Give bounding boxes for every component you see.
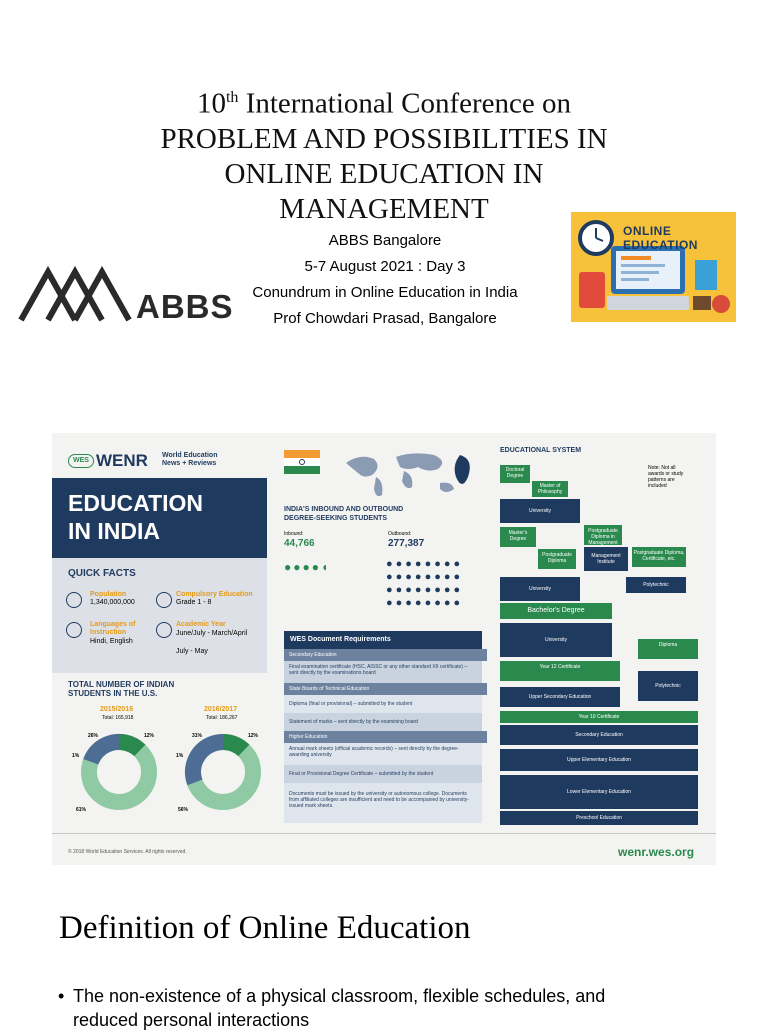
education-heading-block: EDUCATION IN INDIA xyxy=(52,478,267,558)
donut-2016-2017 xyxy=(182,731,264,813)
abbs-mountain-logo-icon xyxy=(18,262,133,324)
mobility-title: INDIA'S INBOUND AND OUTBOUND DEGREE-SEEKING STUDENTS xyxy=(284,506,404,522)
wes-document-requirements: WES Document Requirements Secondary Education Final examination certificate (HSC, AISSC or any other standard XII certificate) – sent directly by the examinations board State Boards of Technical Education Diploma (final or provisional) – submitted by the student Statement of marks – sent directly by the examining board Higher Education Annual mark sheets (official academic records) – sent directly by the degree-awarding university Final or Provisional Degree Certificate – submitted by the student Documents must be issued by the university or autonomous college. Documents from affiliated colleges are insufficient and need to be accompanied by university-issued mark sheets. xyxy=(284,631,482,823)
edu-system-note: Note: Not all awards or study patterns are included xyxy=(648,465,684,489)
event-date: 5-7 August 2021 : Day 3 xyxy=(304,258,466,275)
academic-year-icon xyxy=(156,622,172,638)
wenr-url: wenr.wes.org xyxy=(618,845,695,859)
abbs-logo-text: ABBS xyxy=(136,288,234,325)
talk-topic: Conundrum in Online Education in India xyxy=(252,284,518,301)
outbound-value: 277,387 xyxy=(388,538,425,549)
inbound-value: 44,766 xyxy=(284,538,315,549)
inbound-people-icon: ●●●●◖ xyxy=(284,560,331,574)
world-map-icon xyxy=(342,447,482,503)
section-heading: Definition of Online Education xyxy=(59,910,471,946)
speaker-name: Prof Chowdari Prasad, Bangalore xyxy=(273,310,497,327)
india-flag-icon xyxy=(284,450,320,474)
compulsory-icon xyxy=(156,592,172,608)
quick-facts-panel: QUICK FACTS Population 1,340,000,000 Compulsory Education Grade 1 - 8 Languages of Instruction Hindi, English Academic Year June/July - March/April July - May xyxy=(52,558,267,673)
education-in-india-infographic: WES WENR World Education News + Reviews EDUCATION IN INDIA QUICK FACTS Population 1,340,000,000 Compulsory Education Grade 1 - 8 Languages of Instruction Hindi, English Academic Year June/July - March/April July - May TOTAL NUMBER OF INDIAN STUDENTS IN THE U.S. 2015/2016 Total: 165,918 2016/2017 Total: 186,267 26% 12% 1% 61% 31% 12% 1% 56% INDIA'S INBOUND AND OUTBOUND DEGREE-SEEKING STUDENTS Inbound: 44,766 Outbound: 277,387 ●●●●◖ ●●●●●●●● ●●●●●●●● ●●●●●●●● ●●●●●●●● WES Document Requirements Secondary Education Final examination certificate (HSC, AISSC or any other standard XII certificate) – sent directly by the examinations board State Boards of Technical Education Diploma (final or provisional) – submitted by the student Statement of marks – sent directly by the examining board Higher Education Annual mark sheets (official academic records) – sent directly by the degree-awarding university Final or Provisional Degree Certificate – submitted by the student Documents must be issued by the university or autonomous college. Documents from affiliated colleges are insufficient and need to be accompanied by university-issued mark sheets. EDUCATIONAL SYSTEM Note: Not all awards or study patterns are included Doctoral Degree Master of Philosophy University Master's Degree Postgraduate Diploma Postgraduate Diploma in Management Management Institute Postgraduate Diploma, Certificate, etc. University Polytechnic Bachelor's Degree University Diploma Year 12 Certificate Polytechnic Upper Secondary Education Year 10 Certificate Secondary Education Upper Elementary Education Lower Elementary Education Preschool Education © 2018 World Education Services. All rights reserved. wenr.wes.org xyxy=(52,433,716,865)
student-totals-title: TOTAL NUMBER OF INDIAN STUDENTS IN THE U.S. xyxy=(68,680,175,698)
conference-details xyxy=(240,228,530,332)
online-education-badge: ONLINE EDUCATION xyxy=(623,224,698,252)
wenr-sub-1: World Education xyxy=(162,452,218,459)
wenr-sub-2: News + Reviews xyxy=(162,460,217,467)
outbound-people-icon: ●●●●●●●● ●●●●●●●● ●●●●●●●● ●●●●●●●● xyxy=(386,558,464,609)
infographic-copyright: © 2018 World Education Services. All rights reserved. xyxy=(68,849,187,855)
online-education-illustration xyxy=(571,212,736,322)
wenr-brand: WENR xyxy=(96,451,148,470)
languages-icon xyxy=(66,622,82,638)
org-name: ABBS Bangalore xyxy=(328,232,442,249)
edu-system-title: EDUCATIONAL SYSTEM xyxy=(500,447,582,454)
slide-title: 10th International Conference on PROBLEM AND POSSIBILITIES IN ONLINE EDUCATION IN MANAGEMENT xyxy=(160,87,608,225)
wes-badge: WES xyxy=(68,454,94,468)
donut-2015-2016 xyxy=(78,731,160,813)
bullet-dot-icon: • xyxy=(58,986,65,1006)
population-icon xyxy=(66,592,82,608)
bullet-item: • The non-existence of a physical classroom, flexible schedules, and reduced personal interactions xyxy=(58,986,606,1030)
